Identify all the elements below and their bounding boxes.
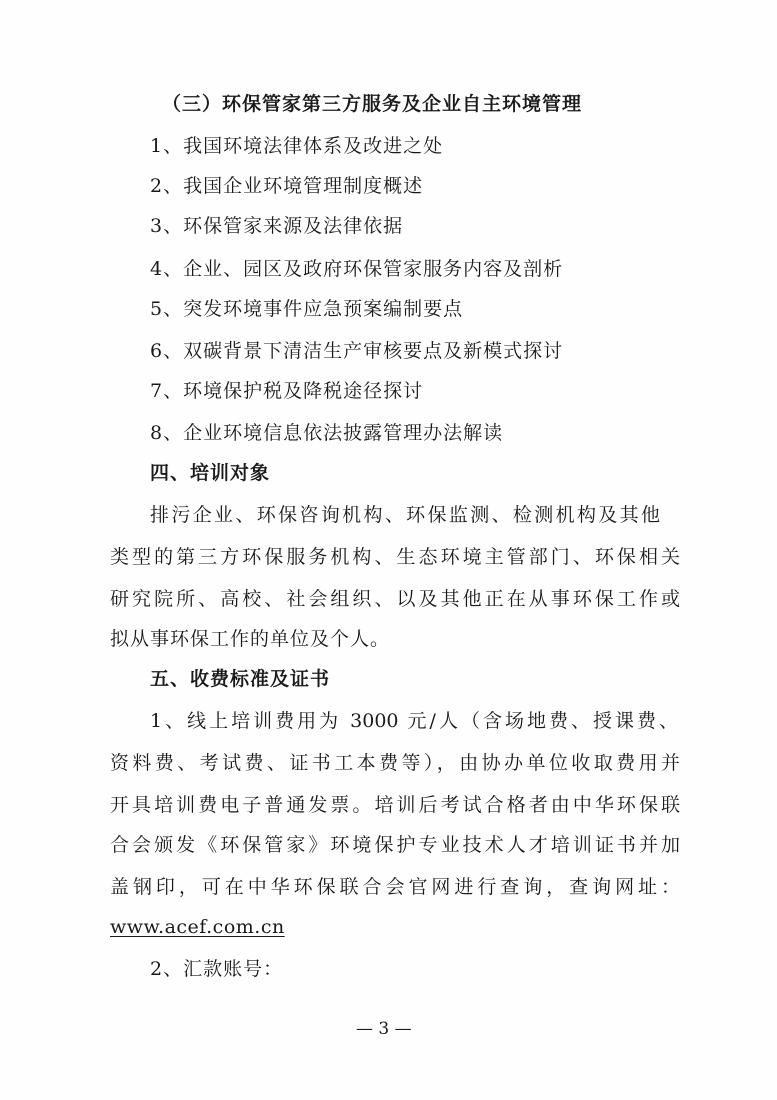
list-item: 2、我国企业环境管理制度概述 xyxy=(150,175,424,197)
paragraph-line: 研究院所、高校、社会组织、以及其他正在从事环保工作或 xyxy=(110,588,680,610)
list-item: 7、环境保护税及降税途径探讨 xyxy=(150,380,424,402)
paragraph-line: 类型的第三方环保服务机构、生态环境主管部门、环保相关 xyxy=(110,546,680,568)
remittance-label: 2、汇款账号： xyxy=(150,958,284,980)
list-item: 8、企业环境信息依法披露管理办法解读 xyxy=(150,422,504,444)
list-item: 4、企业、园区及政府环保管家服务内容及剖析 xyxy=(150,258,564,280)
paragraph-line: 合会颁发《环保管家》环境保护专业技术人才培训证书并加 xyxy=(110,834,680,856)
list-item: 3、环保管家来源及法律依据 xyxy=(150,215,404,237)
paragraph-line: 资料费、考试费、证书工本费等），由协办单位收取费用并 xyxy=(110,752,680,774)
website-link[interactable]: www.acef.com.cn xyxy=(110,916,285,938)
paragraph-line: 排污企业、环保咨询机构、环保监测、检测机构及其他 xyxy=(150,504,660,526)
paragraph-line: 开具培训费电子普通发票。培训后考试合格者由中华环保联 xyxy=(110,794,680,816)
section-4-heading: 四、培训对象 xyxy=(150,462,271,484)
section-5-heading: 五、收费标准及证书 xyxy=(150,668,331,690)
paragraph-line: 拟从事环保工作的单位及个人。 xyxy=(110,628,391,650)
page-number: — 3 — xyxy=(356,1019,412,1039)
list-item: 1、我国环境法律体系及改进之处 xyxy=(150,135,444,157)
list-item: 5、突发环境事件应急预案编制要点 xyxy=(150,298,464,320)
section-3-heading: （三）环保管家第三方服务及企业自主环境管理 xyxy=(162,93,583,115)
paragraph-line: 盖钢印，可在中华环保联合会官网进行查询，查询网址： xyxy=(110,876,680,898)
list-item: 6、双碳背景下清洁生产审核要点及新模式探讨 xyxy=(150,340,564,362)
paragraph-line: 1、线上培训费用为 3000 元/人（含场地费、授课费、 xyxy=(150,710,678,732)
